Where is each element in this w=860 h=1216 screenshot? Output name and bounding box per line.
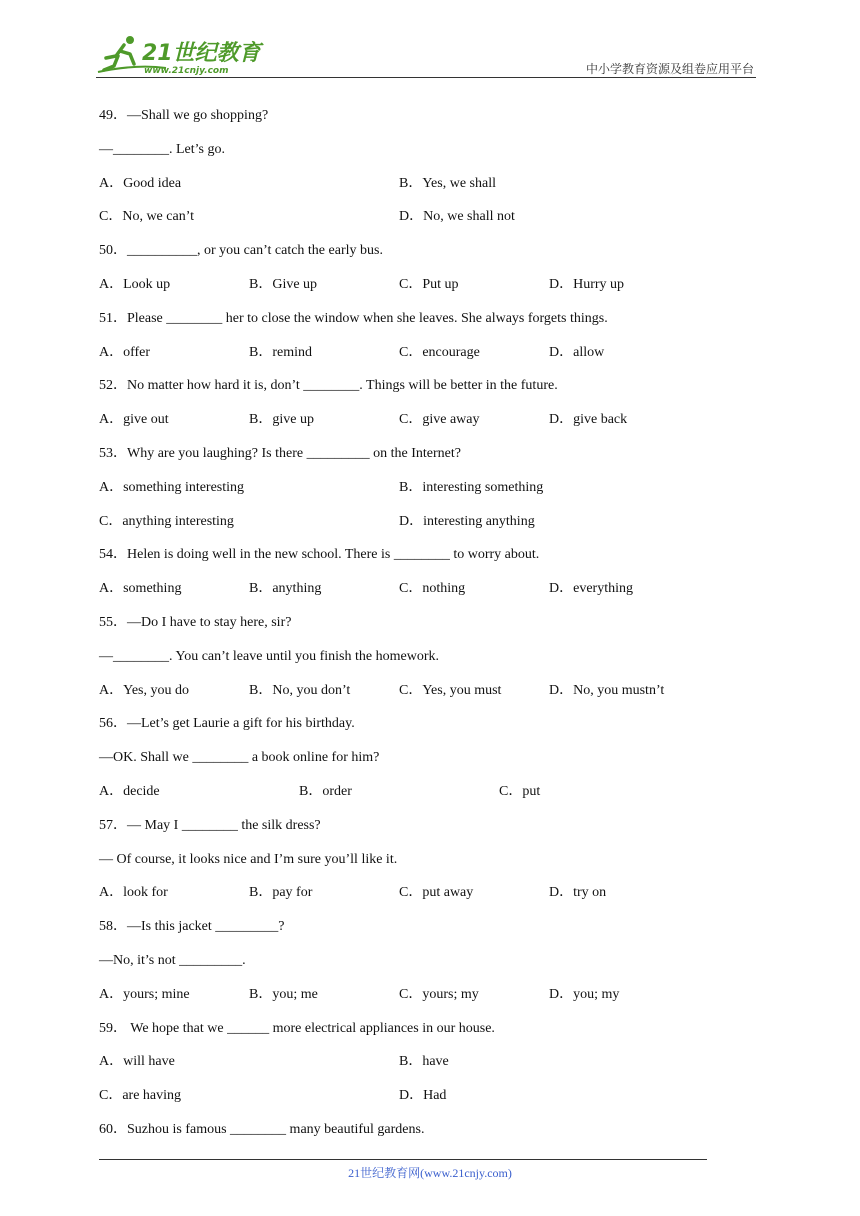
option-d: D．allow <box>549 344 605 360</box>
option-a: A．give out <box>99 412 169 428</box>
option-b: B．Yes, we shall <box>399 175 496 191</box>
option-c: C．No, we can’t <box>99 209 194 225</box>
options-row <box>99 403 759 437</box>
option-b: B．order <box>299 783 352 799</box>
option-b: B．you; me <box>249 986 318 1002</box>
option-b: B．remind <box>249 344 312 360</box>
options-row <box>99 572 759 606</box>
options-row <box>99 200 759 234</box>
option-c: C．anything interesting <box>99 513 234 529</box>
option-a: A．something <box>99 581 182 597</box>
option-c: C．yours; my <box>399 986 479 1002</box>
option-a: A．will have <box>99 1054 175 1070</box>
option-d: D．interesting anything <box>399 513 535 529</box>
header-platform-text: 中小学教育资源及组卷应用平台 <box>585 62 754 76</box>
svg-text:21世纪教育: 21世纪教育 <box>142 41 261 66</box>
option-a: A．yours; mine <box>99 986 190 1002</box>
option-d: D．you; my <box>549 986 620 1002</box>
option-a: A．offer <box>99 344 151 360</box>
question-stem-52: 52．No matter how hard it is, don’t ________. Things will be better in the future. <box>99 378 558 394</box>
question-stem-60: 60．Suzhou is famous ________ many beautiful gardens. <box>99 1121 425 1137</box>
question-stem2-55: —________. You can’t leave until you finish the homework. <box>99 648 439 664</box>
option-d: D．try on <box>549 885 607 901</box>
option-d: D．No, we shall not <box>399 209 515 225</box>
site-logo <box>96 34 266 76</box>
option-a: A．Yes, you do <box>99 682 189 698</box>
option-d: D．Had <box>399 1088 447 1104</box>
option-b: B．have <box>399 1054 449 1070</box>
option-b: B．pay for <box>249 885 313 901</box>
option-c: C．put <box>499 783 541 799</box>
options-row <box>99 336 759 370</box>
option-b: B．No, you don’t <box>249 682 351 698</box>
option-c: C．put away <box>399 885 474 901</box>
option-c: C．are having <box>99 1088 182 1104</box>
option-a: A．something interesting <box>99 479 245 495</box>
option-b: B．interesting something <box>399 479 544 495</box>
option-d: D．Hurry up <box>549 276 625 292</box>
options-row <box>99 674 759 708</box>
options-row <box>99 505 759 539</box>
options-row <box>99 876 759 910</box>
header-rule <box>96 77 756 78</box>
question-list <box>99 99 759 1147</box>
option-b: B．Give up <box>249 276 318 292</box>
options-row <box>99 471 759 505</box>
option-a: A．Good idea <box>99 175 182 191</box>
runner-logo-icon <box>96 34 266 76</box>
footer-rule <box>99 1159 707 1160</box>
question-stem-58: 58．—Is this jacket _________? <box>99 919 285 935</box>
options-row <box>99 167 759 201</box>
question-stem2-49: —________. Let’s go. <box>99 141 225 157</box>
question-stem-55: 55．—Do I have to stay here, sir? <box>99 614 292 630</box>
question-stem-50: 50．__________, or you can’t catch the early bus. <box>99 243 383 259</box>
question-stem-59: 59． We hope that we ______ more electrical appliances in our house. <box>99 1020 495 1036</box>
option-b: B．anything <box>249 581 322 597</box>
question-stem2-58: —No, it’s not _________. <box>99 952 246 968</box>
question-stem-56: 56．—Let’s get Laurie a gift for his birthday. <box>99 716 355 732</box>
option-a: A．look for <box>99 885 168 901</box>
question-stem-54: 54．Helen is doing well in the new school. There is ________ to worry about. <box>99 547 540 563</box>
question-stem-51: 51．Please ________ her to close the window when she leaves. She always forgets things. <box>99 310 608 326</box>
option-c: C．give away <box>399 412 480 428</box>
options-row <box>99 775 759 809</box>
options-row <box>99 1045 759 1079</box>
option-d: D．No, you mustn’t <box>549 682 665 698</box>
option-c: C．nothing <box>399 581 466 597</box>
options-row <box>99 978 759 1012</box>
page-header <box>96 34 756 78</box>
option-a: A．Look up <box>99 276 171 292</box>
option-a: A．decide <box>99 783 160 799</box>
question-stem2-56: —OK. Shall we ________ a book online for him? <box>99 750 380 766</box>
option-c: C．encourage <box>399 344 480 360</box>
question-stem-49: 49．—Shall we go shopping? <box>99 108 269 123</box>
option-b: B．give up <box>249 412 314 428</box>
svg-text:www.21cnjy.com: www.21cnjy.com <box>144 66 229 76</box>
footer-source-text: 21世纪教育网(www.21cnjy.com) <box>348 1166 512 1180</box>
option-d: D．everything <box>549 581 633 597</box>
option-c: C．Yes, you must <box>399 682 502 698</box>
question-stem-57: 57．— May I ________ the silk dress? <box>99 817 321 833</box>
options-row <box>99 268 759 302</box>
question-stem-53: 53．Why are you laughing? Is there _________ on the Internet? <box>99 445 461 461</box>
options-row <box>99 1079 759 1113</box>
question-stem2-57: — Of course, it looks nice and I’m sure you’ll like it. <box>99 851 398 867</box>
option-d: D．give back <box>549 412 628 428</box>
option-c: C．Put up <box>399 276 459 292</box>
